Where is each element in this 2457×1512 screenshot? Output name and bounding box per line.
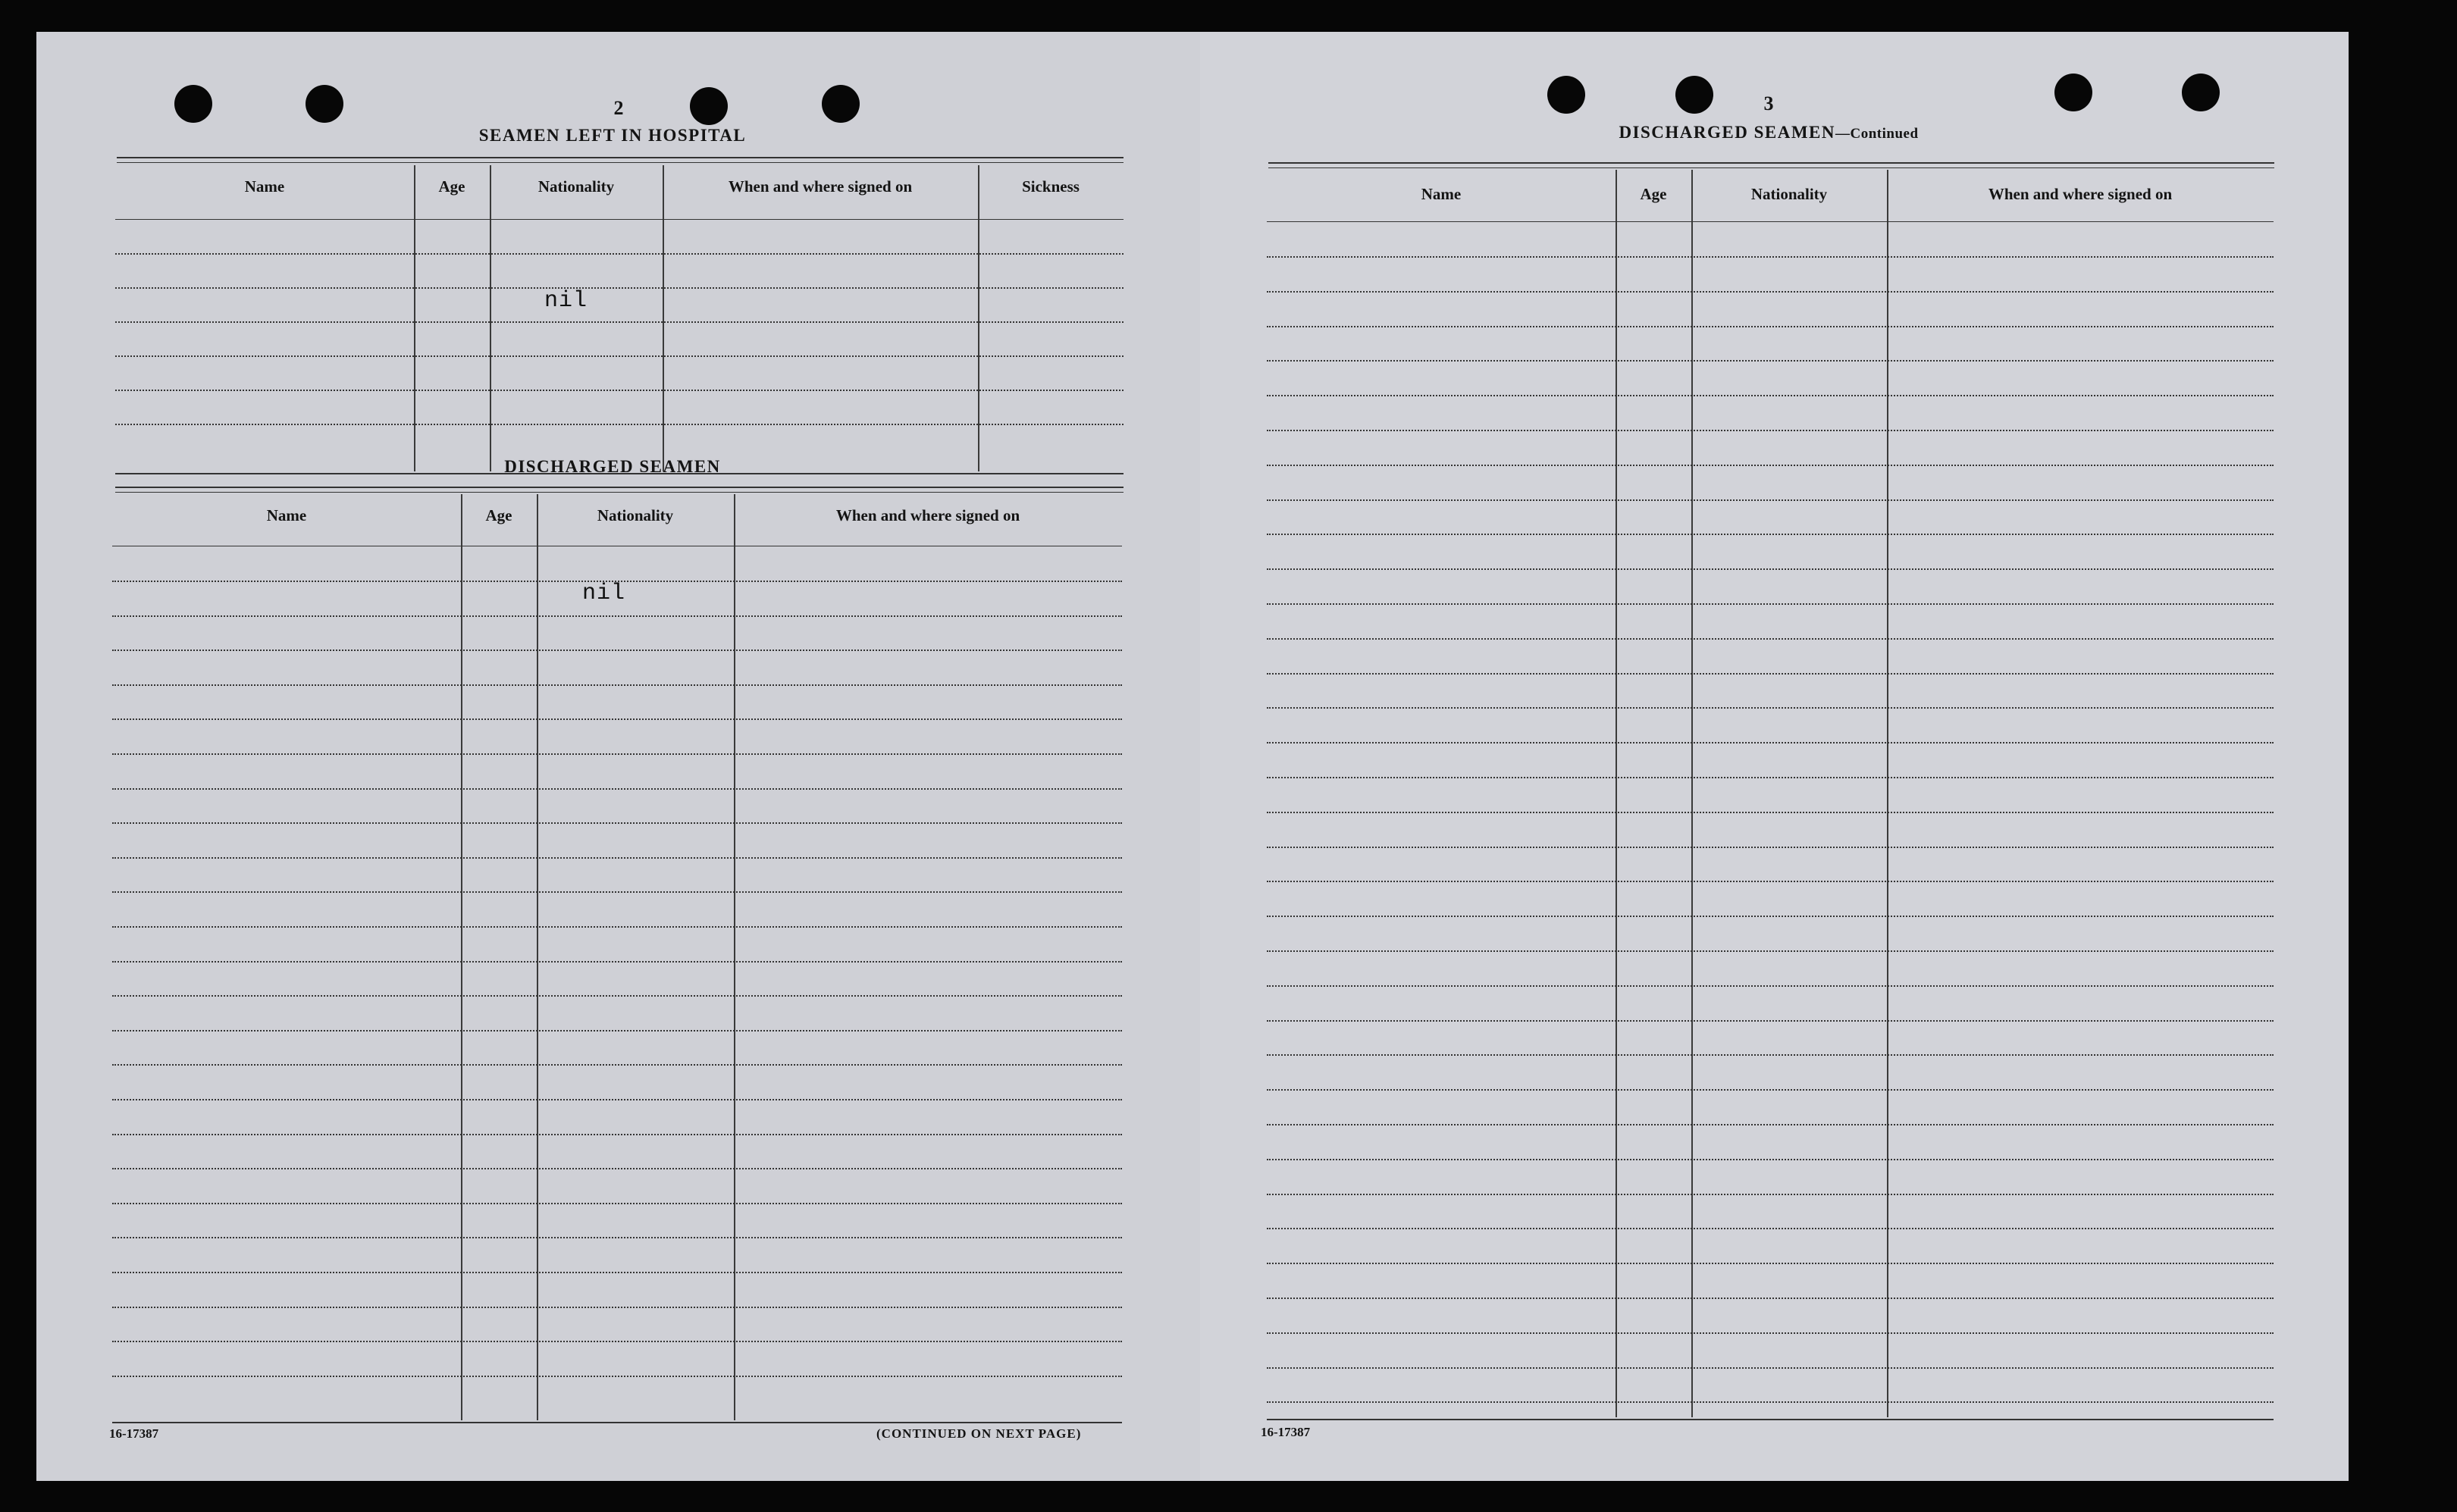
row-line bbox=[1267, 360, 2274, 362]
row-line bbox=[1267, 1298, 2274, 1299]
row-line bbox=[112, 718, 1122, 720]
row-line bbox=[1267, 395, 2274, 396]
row-line bbox=[1267, 638, 2274, 640]
row-line bbox=[112, 1064, 1122, 1066]
section-rule bbox=[1268, 167, 2274, 168]
row-line bbox=[112, 753, 1122, 755]
column-header: Nationality bbox=[537, 177, 615, 196]
column-header: Nationality bbox=[597, 506, 674, 524]
row-line bbox=[1267, 812, 2274, 813]
section-rule bbox=[117, 162, 1124, 163]
row-line bbox=[1267, 465, 2274, 466]
header-underline bbox=[115, 219, 1124, 220]
punch-hole bbox=[174, 85, 212, 123]
row-line bbox=[1267, 1194, 2274, 1195]
typed-entry: nil bbox=[582, 581, 626, 606]
column-header: Name bbox=[266, 506, 307, 524]
row-line bbox=[112, 1030, 1122, 1031]
column-header: Nationality bbox=[1750, 185, 1828, 203]
column-divider bbox=[663, 165, 664, 471]
row-line bbox=[112, 961, 1122, 963]
row-line bbox=[115, 321, 1124, 323]
row-line bbox=[112, 1099, 1122, 1100]
row-line bbox=[1267, 534, 2274, 535]
column-divider bbox=[414, 165, 415, 471]
continued-note: (CONTINUED ON NEXT PAGE) bbox=[876, 1426, 1082, 1441]
row-line bbox=[1267, 1159, 2274, 1160]
punch-hole bbox=[1547, 76, 1585, 114]
row-line bbox=[1267, 847, 2274, 848]
column-header: Age bbox=[1640, 185, 1667, 203]
section-rule bbox=[115, 487, 1124, 488]
row-line bbox=[1267, 1263, 2274, 1264]
row-line bbox=[112, 1376, 1122, 1377]
row-line bbox=[1267, 707, 2274, 709]
column-divider bbox=[1887, 170, 1888, 1417]
row-line bbox=[1267, 1332, 2274, 1334]
row-line bbox=[1267, 742, 2274, 743]
row-line bbox=[1267, 603, 2274, 605]
row-line bbox=[112, 684, 1122, 686]
row-line bbox=[1267, 291, 2274, 293]
row-line bbox=[1267, 1089, 2274, 1091]
title-main: DISCHARGED SEAMEN bbox=[1619, 123, 1836, 142]
row-line bbox=[112, 822, 1122, 824]
row-line bbox=[112, 788, 1122, 790]
row-line bbox=[1267, 1228, 2274, 1229]
punch-hole bbox=[690, 87, 728, 125]
punch-hole bbox=[822, 85, 860, 123]
column-header: When and where signed on bbox=[728, 177, 913, 196]
row-line bbox=[112, 1272, 1122, 1273]
column-divider bbox=[978, 165, 979, 471]
row-line bbox=[1267, 1367, 2274, 1369]
column-header: When and where signed on bbox=[1988, 185, 2173, 203]
left-page bbox=[36, 32, 1200, 1481]
column-divider bbox=[490, 165, 491, 471]
row-line bbox=[112, 1237, 1122, 1238]
row-line bbox=[112, 926, 1122, 928]
table-bottom-rule bbox=[1267, 1419, 2274, 1420]
section-rule bbox=[117, 157, 1124, 158]
row-line bbox=[112, 1307, 1122, 1308]
row-line bbox=[112, 1134, 1122, 1135]
row-line bbox=[1267, 985, 2274, 987]
column-header: Sickness bbox=[1022, 177, 1080, 196]
row-line bbox=[1267, 950, 2274, 952]
row-line bbox=[112, 995, 1122, 997]
column-header: Name bbox=[1421, 185, 1462, 203]
header-underline bbox=[1267, 221, 2274, 222]
row-line bbox=[1267, 1401, 2274, 1403]
row-line bbox=[1267, 673, 2274, 675]
column-divider bbox=[1616, 170, 1617, 1417]
row-line bbox=[115, 287, 1124, 289]
row-line bbox=[1267, 1124, 2274, 1125]
column-header: Age bbox=[485, 506, 512, 524]
table-bottom-rule bbox=[112, 1422, 1122, 1423]
section-rule bbox=[1268, 162, 2274, 164]
row-line bbox=[1267, 881, 2274, 882]
right-page bbox=[1200, 32, 2349, 1481]
title-suffix: —Continued bbox=[1835, 126, 1919, 142]
form-number: 16-17387 bbox=[109, 1426, 159, 1441]
column-header: Name bbox=[244, 177, 285, 196]
row-line bbox=[112, 1203, 1122, 1204]
discharged-section-title: DISCHARGED SEAMEN bbox=[504, 457, 721, 476]
column-divider bbox=[1691, 170, 1693, 1417]
row-line bbox=[1267, 1020, 2274, 1022]
row-line bbox=[115, 424, 1124, 425]
punch-hole bbox=[2182, 74, 2220, 111]
row-line bbox=[112, 891, 1122, 893]
row-line bbox=[112, 650, 1122, 651]
typed-entry: nil bbox=[544, 288, 588, 314]
hospital-section-title: SEAMEN LEFT IN HOSPITAL bbox=[478, 126, 747, 145]
column-divider bbox=[461, 494, 462, 1420]
column-divider bbox=[537, 494, 538, 1420]
punch-hole bbox=[1675, 76, 1713, 114]
row-line bbox=[112, 1168, 1122, 1169]
row-line bbox=[1267, 1054, 2274, 1056]
punch-hole bbox=[2054, 74, 2092, 111]
page-number: 3 bbox=[1763, 92, 1774, 114]
row-line bbox=[1267, 499, 2274, 501]
row-line bbox=[1267, 256, 2274, 258]
row-line bbox=[1267, 568, 2274, 570]
row-line bbox=[112, 615, 1122, 617]
row-line bbox=[1267, 777, 2274, 778]
column-header: When and where signed on bbox=[835, 506, 1020, 524]
row-line bbox=[115, 253, 1124, 255]
section-rule bbox=[115, 492, 1124, 493]
row-line bbox=[115, 355, 1124, 357]
row-line bbox=[112, 857, 1122, 859]
row-line bbox=[115, 390, 1124, 391]
form-number: 16-17387 bbox=[1261, 1425, 1311, 1439]
row-line bbox=[1267, 430, 2274, 431]
row-line bbox=[112, 1341, 1122, 1342]
row-line bbox=[1267, 916, 2274, 917]
discharged-continued-title bbox=[1481, 123, 2057, 142]
page-number: 2 bbox=[613, 97, 624, 119]
column-divider bbox=[734, 494, 735, 1420]
punch-hole bbox=[306, 85, 343, 123]
row-line bbox=[1267, 326, 2274, 327]
column-header: Age bbox=[438, 177, 465, 196]
